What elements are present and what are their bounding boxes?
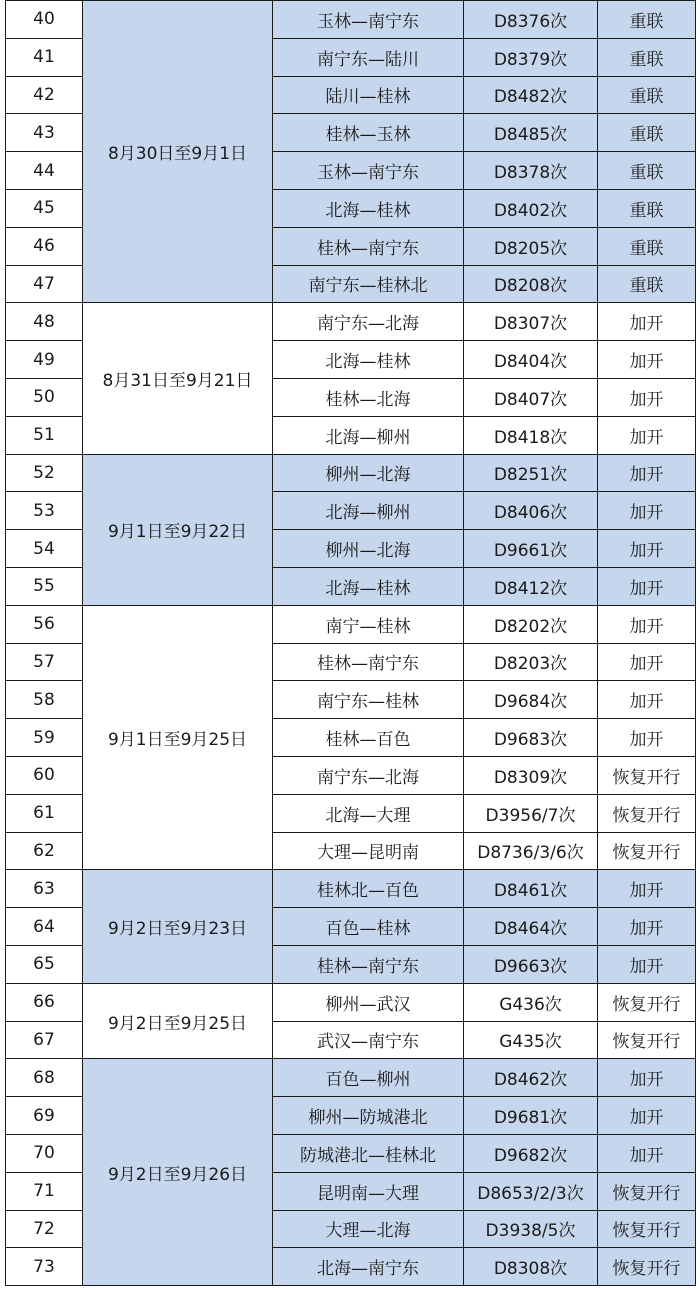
status-cell: 加开 [598,567,696,605]
table-row [6,454,696,492]
train-number-cell: D8406次 [464,492,598,530]
status-cell: 加开 [598,454,696,492]
status-cell: 加开 [598,1097,696,1135]
row-number: 65 [6,945,83,983]
table-row [6,1,696,39]
route-cell: 北海—柳州 [273,492,464,530]
row-number: 71 [6,1172,83,1210]
status-cell: 恢复开行 [598,1021,696,1059]
route-cell: 南宁东—陆川 [273,38,464,76]
train-number-cell: D3956/7次 [464,794,598,832]
row-number: 45 [6,189,83,227]
route-cell: 南宁—桂林 [273,605,464,643]
row-number: 59 [6,719,83,757]
train-number-cell: G436次 [464,983,598,1021]
route-cell: 武汉—南宁东 [273,1021,464,1059]
train-number-cell: D8736/3/6次 [464,832,598,870]
route-cell: 柳州—北海 [273,530,464,568]
status-cell: 加开 [598,908,696,946]
train-number-cell: D8485次 [464,114,598,152]
train-number-cell: D8208次 [464,265,598,303]
train-number-cell: D8379次 [464,38,598,76]
status-cell: 重联 [598,76,696,114]
route-cell: 北海—大理 [273,794,464,832]
date-range-cell: 9月2日至9月25日 [83,983,273,1059]
route-cell: 玉林—南宁东 [273,152,464,190]
status-cell: 恢复开行 [598,1210,696,1248]
row-number: 44 [6,152,83,190]
route-cell: 南宁东—桂林北 [273,265,464,303]
status-cell: 加开 [598,681,696,719]
train-number-cell: D8308次 [464,1248,598,1286]
row-number: 73 [6,1248,83,1286]
route-cell: 北海—柳州 [273,416,464,454]
table-row [6,303,696,341]
row-number: 63 [6,870,83,908]
row-number: 46 [6,227,83,265]
status-cell: 重联 [598,152,696,190]
route-cell: 桂林—玉林 [273,114,464,152]
table-row [6,870,696,908]
row-number: 53 [6,492,83,530]
train-number-cell: D8309次 [464,756,598,794]
route-cell: 柳州—防城港北 [273,1097,464,1135]
route-cell: 陆川—桂林 [273,76,464,114]
status-cell: 加开 [598,1134,696,1172]
route-cell: 北海—南宁东 [273,1248,464,1286]
train-number-cell: D8205次 [464,227,598,265]
status-cell: 重联 [598,114,696,152]
train-number-cell: G435次 [464,1021,598,1059]
train-number-cell: D8412次 [464,567,598,605]
date-range-cell: 9月2日至9月23日 [83,870,273,983]
row-number: 41 [6,38,83,76]
route-cell: 南宁东—北海 [273,756,464,794]
route-cell: 北海—桂林 [273,341,464,379]
status-cell: 恢复开行 [598,794,696,832]
status-cell: 恢复开行 [598,1172,696,1210]
status-cell: 加开 [598,303,696,341]
row-number: 42 [6,76,83,114]
route-cell: 柳州—武汉 [273,983,464,1021]
status-cell: 重联 [598,227,696,265]
train-number-cell: D8462次 [464,1059,598,1097]
train-number-cell: D9682次 [464,1134,598,1172]
route-cell: 桂林—南宁东 [273,945,464,983]
train-number-cell: D8461次 [464,870,598,908]
table-row [6,1059,696,1097]
status-cell: 恢复开行 [598,983,696,1021]
route-cell: 南宁东—北海 [273,303,464,341]
train-number-cell: D3938/5次 [464,1210,598,1248]
route-cell: 桂林北—百色 [273,870,464,908]
status-cell: 加开 [598,530,696,568]
train-number-cell: D8407次 [464,378,598,416]
route-cell: 百色—桂林 [273,908,464,946]
route-cell: 防城港北—桂林北 [273,1134,464,1172]
train-number-cell: D8402次 [464,189,598,227]
train-number-cell: D9683次 [464,719,598,757]
train-number-cell: D8251次 [464,454,598,492]
table-row [6,983,696,1021]
status-cell: 重联 [598,1,696,39]
row-number: 64 [6,908,83,946]
train-number-cell: D8378次 [464,152,598,190]
route-cell: 玉林—南宁东 [273,1,464,39]
row-number: 50 [6,378,83,416]
train-number-cell: D8404次 [464,341,598,379]
row-number: 48 [6,303,83,341]
route-cell: 桂林—百色 [273,719,464,757]
row-number: 54 [6,530,83,568]
row-number: 61 [6,794,83,832]
date-range-cell: 9月1日至9月25日 [83,605,273,870]
row-number: 55 [6,567,83,605]
table-row [6,605,696,643]
status-cell: 加开 [598,492,696,530]
status-cell: 重联 [598,38,696,76]
train-number-cell: D8202次 [464,605,598,643]
status-cell: 加开 [598,378,696,416]
route-cell: 柳州—北海 [273,454,464,492]
train-number-cell: D8464次 [464,908,598,946]
route-cell: 大理—北海 [273,1210,464,1248]
route-cell: 北海—桂林 [273,189,464,227]
route-cell: 百色—柳州 [273,1059,464,1097]
train-number-cell: D9684次 [464,681,598,719]
status-cell: 加开 [598,1059,696,1097]
route-cell: 南宁东—桂林 [273,681,464,719]
status-cell: 加开 [598,870,696,908]
status-cell: 加开 [598,416,696,454]
row-number: 49 [6,341,83,379]
status-cell: 恢复开行 [598,756,696,794]
train-number-cell: D8203次 [464,643,598,681]
row-number: 57 [6,643,83,681]
row-number: 56 [6,605,83,643]
row-number: 72 [6,1210,83,1248]
date-range-cell: 8月30日至9月1日 [83,1,273,303]
date-range-cell: 9月2日至9月26日 [83,1059,273,1286]
date-range-cell: 9月1日至9月22日 [83,454,273,605]
row-number: 47 [6,265,83,303]
row-number: 43 [6,114,83,152]
status-cell: 恢复开行 [598,1248,696,1286]
train-number-cell: D9661次 [464,530,598,568]
row-number: 66 [6,983,83,1021]
row-number: 69 [6,1097,83,1135]
status-cell: 恢复开行 [598,832,696,870]
row-number: 62 [6,832,83,870]
row-number: 58 [6,681,83,719]
status-cell: 加开 [598,341,696,379]
status-cell: 加开 [598,605,696,643]
route-cell: 桂林—北海 [273,378,464,416]
route-cell: 桂林—南宁东 [273,643,464,681]
status-cell: 重联 [598,265,696,303]
row-number: 68 [6,1059,83,1097]
train-number-cell: D9681次 [464,1097,598,1135]
row-number: 67 [6,1021,83,1059]
row-number: 60 [6,756,83,794]
row-number: 40 [6,1,83,39]
route-cell: 大理—昆明南 [273,832,464,870]
status-cell: 加开 [598,719,696,757]
route-cell: 桂林—南宁东 [273,227,464,265]
train-number-cell: D8653/2/3次 [464,1172,598,1210]
train-number-cell: D8482次 [464,76,598,114]
status-cell: 加开 [598,945,696,983]
route-cell: 北海—桂林 [273,567,464,605]
row-number: 70 [6,1134,83,1172]
schedule-body [6,1,696,1286]
route-cell: 昆明南—大理 [273,1172,464,1210]
row-number: 52 [6,454,83,492]
train-schedule-table [5,0,696,1286]
train-number-cell: D8418次 [464,416,598,454]
date-range-cell: 8月31日至9月21日 [83,303,273,454]
train-number-cell: D8376次 [464,1,598,39]
status-cell: 重联 [598,189,696,227]
train-number-cell: D9663次 [464,945,598,983]
status-cell: 加开 [598,643,696,681]
row-number: 51 [6,416,83,454]
train-number-cell: D8307次 [464,303,598,341]
